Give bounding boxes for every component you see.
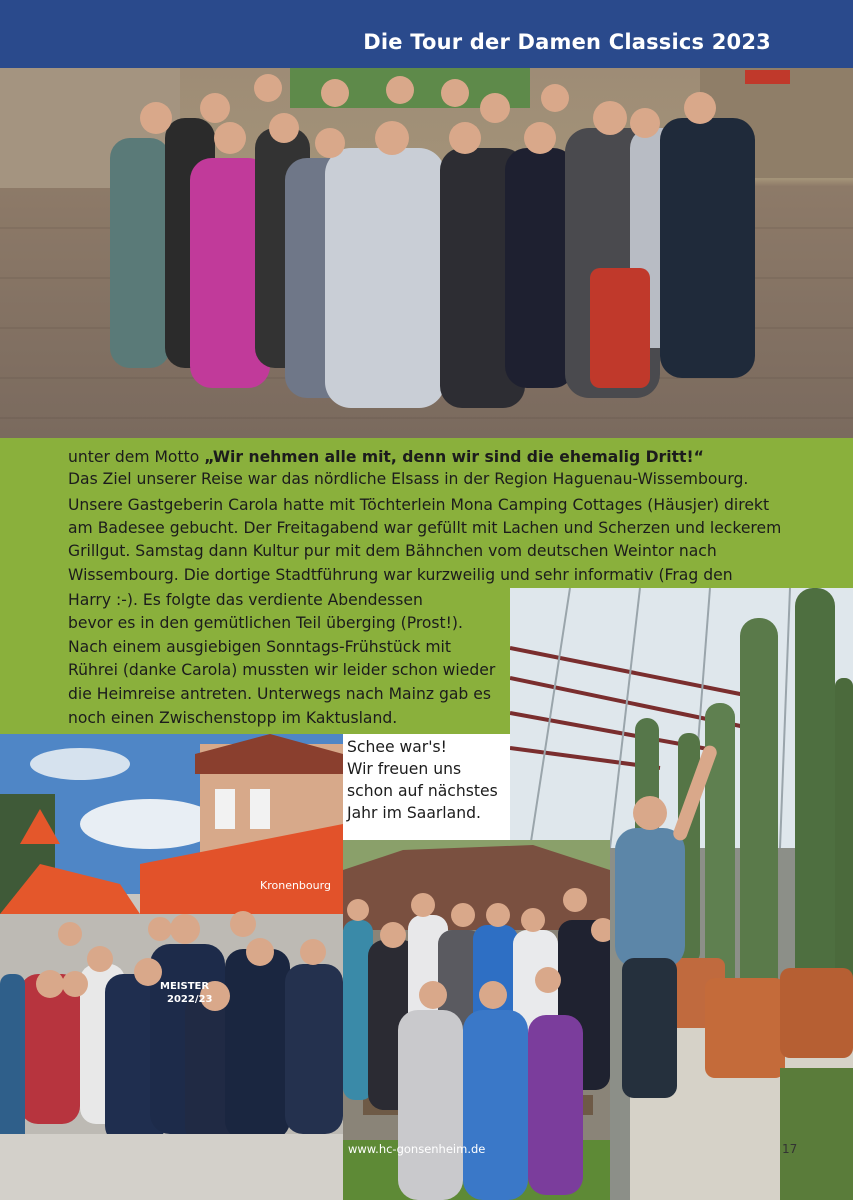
- group-photo-town-square-image: [0, 68, 853, 438]
- group-photo-kronenbourg: [0, 734, 343, 1200]
- closing-line: Jahr im Saarland.: [347, 804, 481, 822]
- article-line: Unsere Gastgeberin Carola hatte mit Töchterlein Mona Camping Cottages (Häusjer) direkt: [68, 496, 770, 514]
- article-line: Rührei (danke Carola) mussten wir leider schon wieder: [68, 661, 496, 679]
- page-header: [0, 0, 853, 68]
- umbrella-brand-text: Kronenbourg: [260, 879, 331, 892]
- article-line: Wissembourg. Die dortige Stadtführung war kurzweilig und sehr informativ (Frag den: [68, 566, 733, 584]
- closing-line: Wir freuen uns: [347, 760, 462, 778]
- motto-line: [68, 446, 704, 468]
- group-photo-kronenbourg-image: [0, 734, 343, 1200]
- article-line: bevor es in den gemütlichen Teil überging (Prost!).: [68, 614, 463, 632]
- page-number: 17: [782, 1142, 798, 1156]
- footer-url[interactable]: www.hc-gonsenheim.de: [348, 1142, 486, 1156]
- article-line: Harry :-). Es folgte das verdiente Abendessen: [68, 591, 423, 609]
- article-line: Das Ziel unserer Reise war das nördliche Elsass in der Region Haguenau-Wissembourg.: [68, 470, 749, 488]
- article-line: am Badesee gebucht. Der Freitagabend war gefüllt mit Lachen und Scherzen und leckerem: [68, 519, 782, 537]
- page-title: Die Tour der Damen Classics 2023: [363, 30, 771, 54]
- article-line: noch einen Zwischenstopp im Kaktusland.: [68, 709, 398, 727]
- shirt-text-meister: MEISTER: [160, 981, 210, 992]
- article-line: Nach einem ausgiebigen Sonntags-Frühstück mit: [68, 638, 451, 656]
- closing-text: [347, 736, 509, 824]
- group-photo-town-square: [0, 68, 853, 438]
- shirt-text-season: 2022/23: [167, 994, 213, 1005]
- closing-line: schon auf nächstes: [347, 782, 498, 800]
- closing-line: Schee war's!: [347, 738, 447, 756]
- motto-quote: „Wir nehmen alle mit, denn wir sind die ehemalig Dritt!“: [204, 448, 704, 466]
- article-line: die Heimreise antreten. Unterwegs nach Mainz gab es: [68, 685, 492, 703]
- article-line: Grillgut. Samstag dann Kultur pur mit dem Bähnchen vom deutschen Weintor nach: [68, 542, 717, 560]
- motto-prefix: unter dem Motto: [68, 448, 205, 466]
